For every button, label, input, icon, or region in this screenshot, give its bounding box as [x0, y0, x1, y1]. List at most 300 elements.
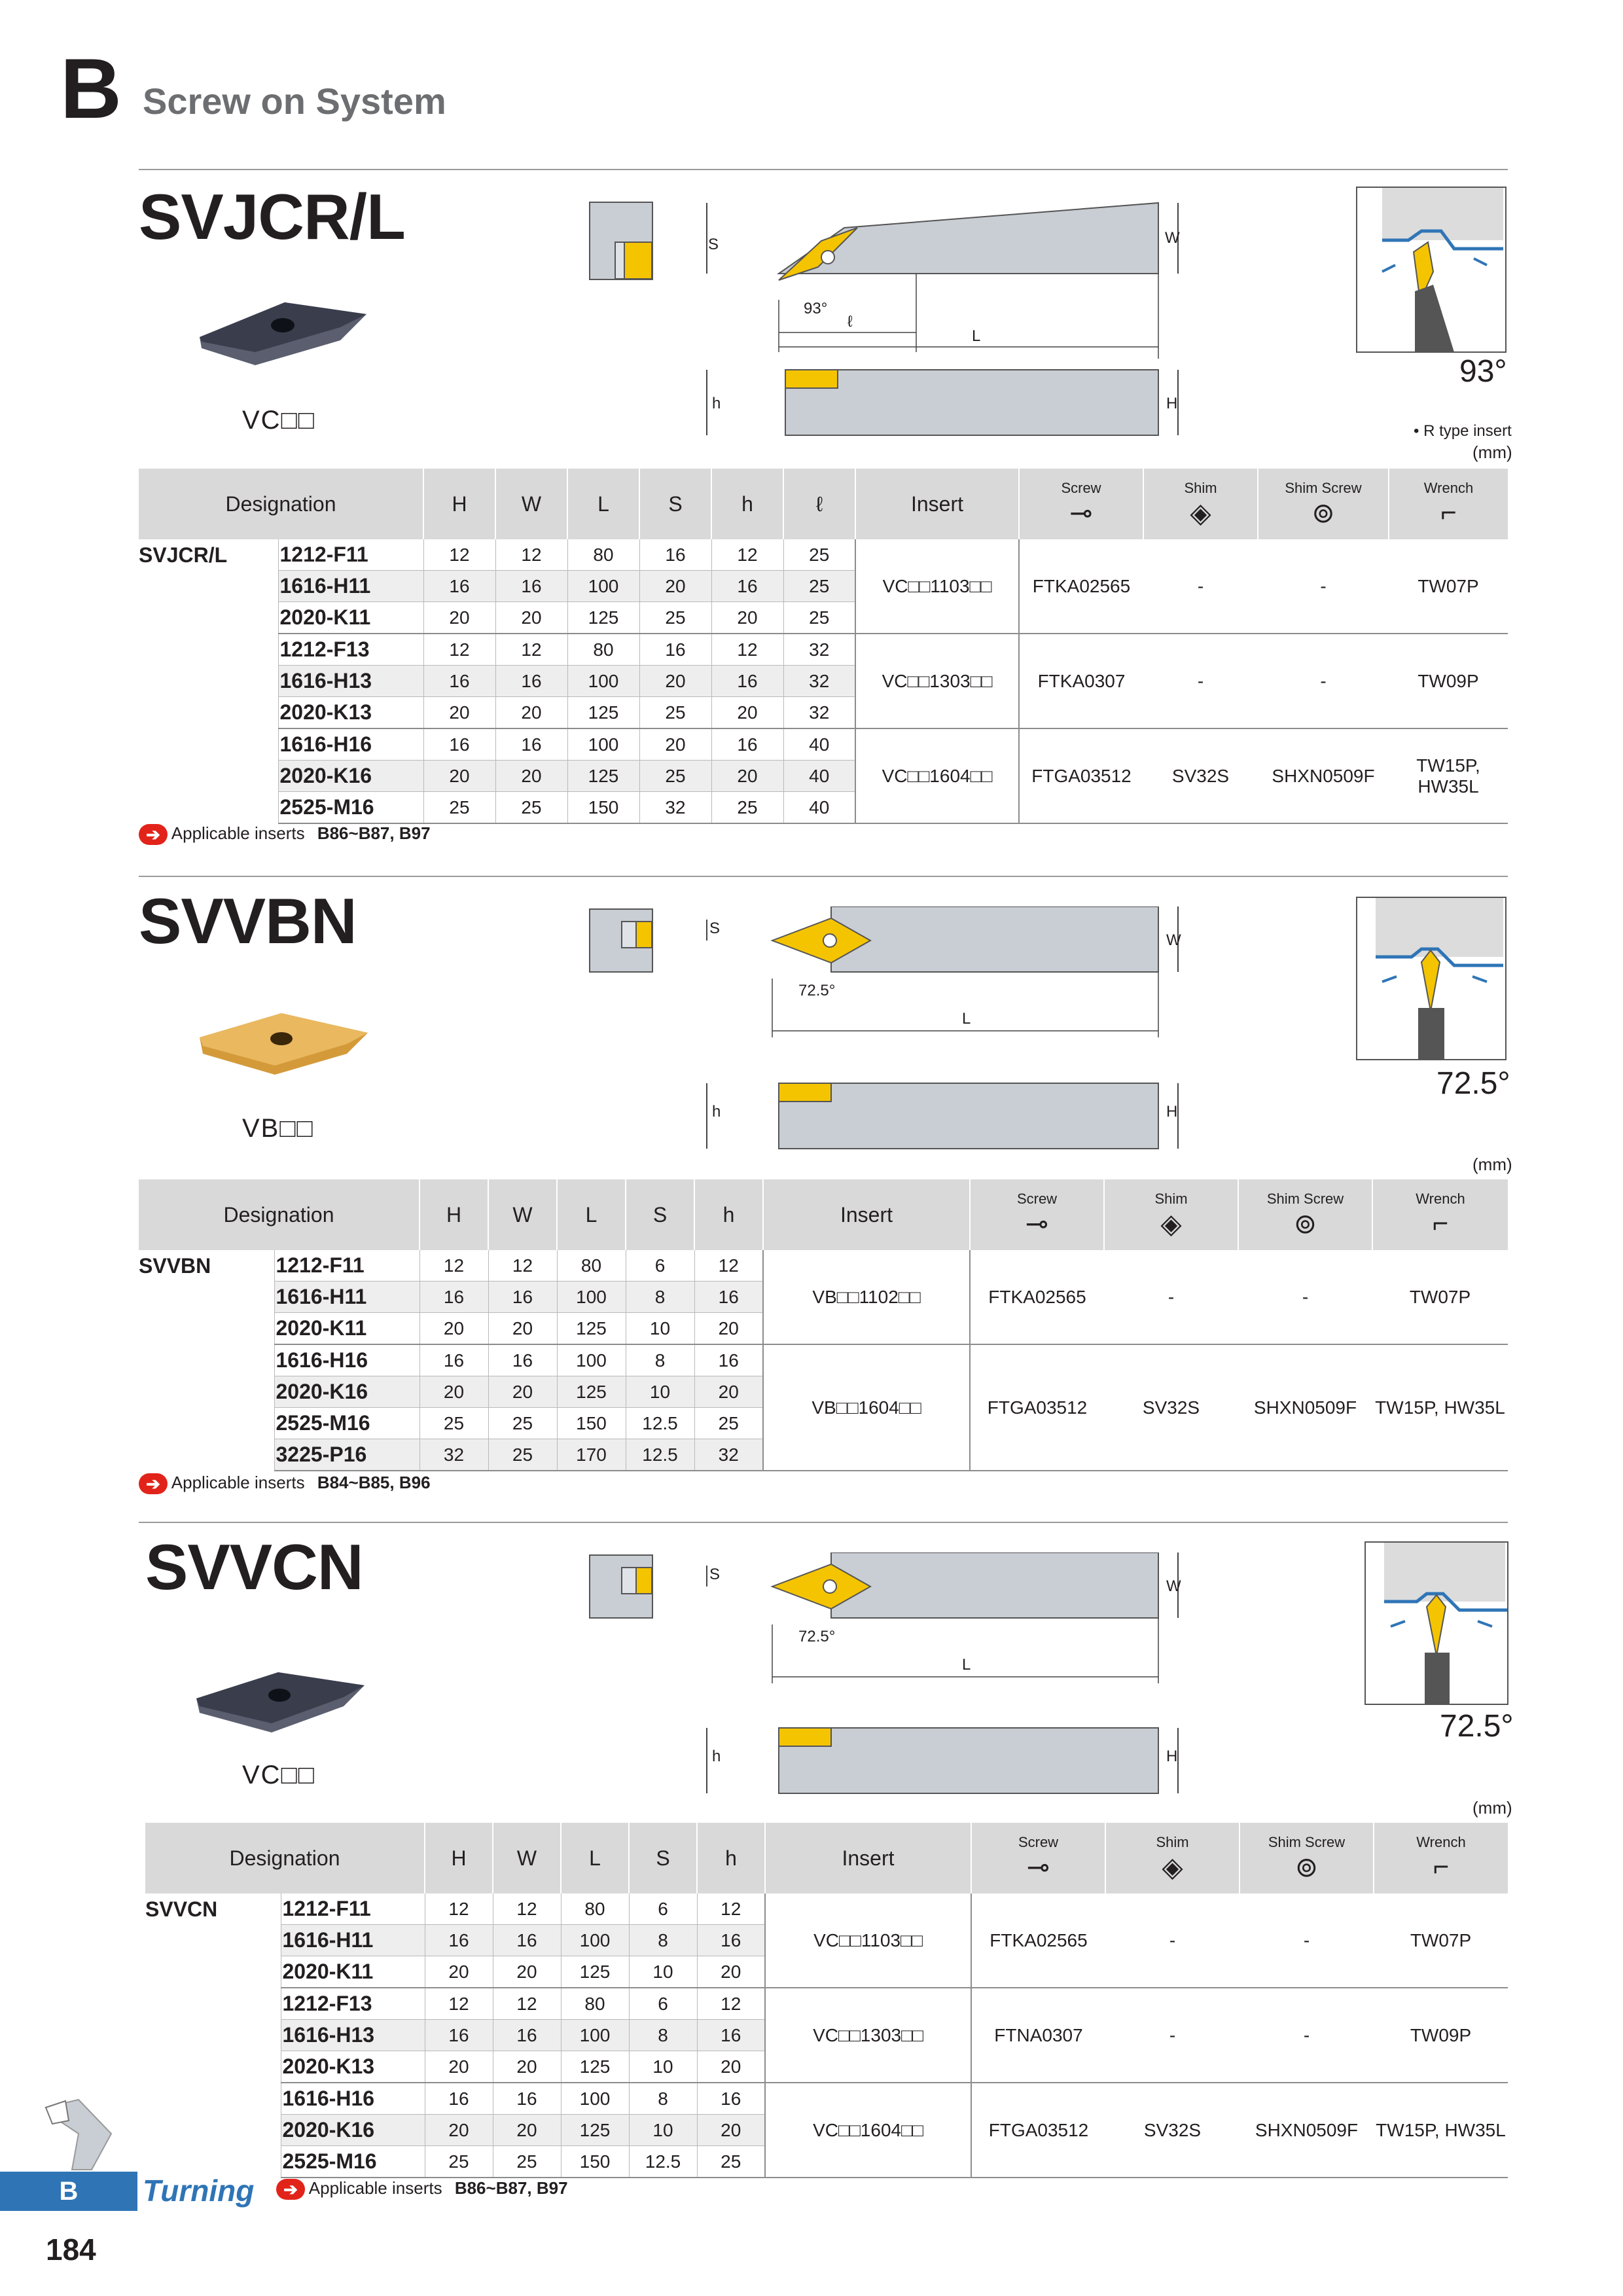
shim-icon: ◈ [1162, 1851, 1183, 1882]
dim-W: W [1166, 1577, 1181, 1595]
wrench-code: TW09P [1389, 634, 1508, 728]
col-insert: Insert [763, 1179, 970, 1250]
col-L: L [557, 1179, 626, 1250]
wrench-label: Wrench [1416, 1191, 1465, 1207]
shimscrew-code: SHXN0509F [1238, 1344, 1372, 1471]
value-S: 20 [639, 728, 711, 761]
value-W: 16 [488, 1344, 557, 1376]
dim-l: ℓ [847, 313, 853, 331]
applicable-pages: B84~B85, B96 [317, 1473, 431, 1492]
col-shim [1104, 1179, 1238, 1250]
dim-h: h [712, 1748, 721, 1765]
approach-diagram [1364, 1541, 1508, 1705]
dim-S: S [709, 920, 721, 937]
value-W: 20 [495, 602, 567, 634]
value-L: 100 [557, 1282, 626, 1313]
value-H: 20 [423, 602, 495, 634]
designation: 1212-F13 [281, 1988, 425, 2020]
value-W: 12 [493, 1893, 561, 1925]
screw-code: FTKA02565 [970, 1250, 1104, 1344]
value-W: 25 [488, 1439, 557, 1471]
value-h: 20 [711, 602, 783, 634]
col-L: L [567, 469, 639, 539]
value-W: 20 [488, 1376, 557, 1408]
designation: 3225-P16 [274, 1439, 419, 1471]
value-L: 80 [557, 1250, 626, 1282]
value-W: 12 [495, 634, 567, 666]
value-h: 20 [711, 697, 783, 729]
applicable-inserts[interactable] [139, 823, 431, 845]
value-L: 80 [561, 1988, 629, 2020]
screw-icon: ⊸ [1026, 1851, 1050, 1882]
insert-code: VC□□1103□□ [855, 539, 1019, 634]
value-W: 25 [495, 792, 567, 824]
insert-code: VB□□1102□□ [763, 1250, 970, 1344]
value-W: 16 [495, 571, 567, 602]
value-L: 100 [561, 2083, 629, 2115]
value-W: 16 [495, 666, 567, 697]
value-h: 12 [711, 634, 783, 666]
wrench-label: Wrench [1416, 1834, 1466, 1850]
col-screw [1019, 469, 1143, 539]
applicable-pages: B86~B87, B97 [454, 2178, 568, 2198]
designation: 2020-K11 [274, 1313, 419, 1345]
shimscrew-code: SHXN0509F [1258, 728, 1389, 823]
col-screw [970, 1179, 1104, 1250]
value-L: 125 [567, 761, 639, 792]
value-S: 25 [639, 761, 711, 792]
designation: 1616-H11 [278, 571, 423, 602]
model-name: SVJCR/L [139, 543, 228, 567]
value-H: 20 [419, 1376, 488, 1408]
value-S: 20 [639, 571, 711, 602]
col-shim [1105, 1823, 1240, 1893]
value-h: 25 [697, 2146, 765, 2178]
value-L: 125 [567, 602, 639, 634]
value-L: 100 [567, 571, 639, 602]
value-h: 16 [697, 1925, 765, 1956]
insert-label: VC□□ [242, 1761, 315, 1789]
applicable-label: Applicable inserts [171, 1473, 305, 1492]
insert-photo [193, 1666, 370, 1738]
insert-code: VC□□1604□□ [765, 2083, 971, 2178]
value-L: 100 [567, 728, 639, 761]
value-W: 12 [488, 1250, 557, 1282]
designation: 1616-H13 [281, 2020, 425, 2051]
col-h: h [694, 1179, 763, 1250]
col-shimscrew [1238, 1179, 1372, 1250]
holder-side-view [700, 1721, 1191, 1800]
value-S: 10 [629, 1956, 697, 1988]
shim-label: Shim [1154, 1190, 1188, 1207]
value-S: 10 [629, 2051, 697, 2083]
value-L: 150 [567, 792, 639, 824]
shimscrew-label: Shim Screw [1268, 1833, 1346, 1850]
shim-screw-icon: ⊚ [1311, 497, 1335, 528]
value-S: 25 [639, 697, 711, 729]
screw-code: FTKA0307 [1019, 634, 1143, 728]
shimscrew-code: SHXN0509F [1240, 2083, 1374, 2178]
shimscrew-code: - [1238, 1250, 1372, 1344]
value-S: 6 [626, 1250, 694, 1282]
value-H: 16 [419, 1344, 488, 1376]
value-h: 20 [697, 2051, 765, 2083]
value-L: 80 [567, 539, 639, 571]
value-W: 16 [495, 728, 567, 761]
value-W: 20 [495, 761, 567, 792]
dim-h: h [712, 395, 721, 412]
value-W: 16 [488, 1282, 557, 1313]
dim-L: L [972, 327, 981, 345]
value-l: 25 [783, 539, 855, 571]
shimscrew-code: - [1240, 1893, 1374, 1988]
value-h: 20 [694, 1313, 763, 1345]
designation: 2020-K13 [281, 2051, 425, 2083]
value-S: 12.5 [626, 1408, 694, 1439]
col-shim [1143, 469, 1258, 539]
value-l: 40 [783, 728, 855, 761]
value-S: 8 [629, 2020, 697, 2051]
designation: 1616-H11 [281, 1925, 425, 1956]
value-h: 20 [711, 761, 783, 792]
value-H: 12 [425, 1988, 493, 2020]
spec-table [145, 1823, 1508, 2178]
divider [139, 1522, 1508, 1523]
value-H: 16 [423, 728, 495, 761]
page-title: Screw on System [143, 81, 446, 122]
value-h: 20 [697, 2115, 765, 2146]
shimscrew-code: - [1258, 539, 1389, 634]
value-H: 20 [425, 2115, 493, 2146]
dim-L: L [962, 1656, 971, 1674]
value-h: 25 [694, 1408, 763, 1439]
designation: 1212-F13 [278, 634, 423, 666]
designation: 1212-F11 [281, 1893, 425, 1925]
value-H: 16 [419, 1282, 488, 1313]
value-H: 20 [419, 1313, 488, 1345]
value-W: 20 [488, 1313, 557, 1345]
screw-code: FTKA02565 [971, 1893, 1105, 1988]
value-W: 16 [493, 2020, 561, 2051]
value-H: 16 [425, 2083, 493, 2115]
col-S: S [626, 1179, 694, 1250]
col-H: H [423, 469, 495, 539]
product-title: SVJCR/L [139, 181, 405, 253]
arrow-icon: ➔ [276, 2179, 305, 2200]
dim-angle: 93° [804, 300, 828, 317]
shim-screw-icon: ⊚ [1293, 1208, 1317, 1239]
model-name: SVVBN [139, 1254, 211, 1278]
value-S: 10 [629, 2115, 697, 2146]
value-S: 8 [626, 1282, 694, 1313]
dim-H: H [1166, 1103, 1178, 1121]
unit-label: (mm) [1472, 1798, 1512, 1818]
wrench-code: TW07P [1374, 1893, 1508, 1988]
value-h: 32 [694, 1439, 763, 1471]
value-S: 12.5 [629, 2146, 697, 2178]
value-W: 12 [493, 1988, 561, 2020]
value-W: 20 [493, 1956, 561, 1988]
shim-code: SV32S [1143, 728, 1258, 823]
value-S: 12.5 [626, 1439, 694, 1471]
screw-code: FTGA03512 [970, 1344, 1104, 1471]
approach-diagram [1356, 187, 1507, 353]
dim-L: L [962, 1010, 971, 1028]
arrow-icon: ➔ [139, 1473, 168, 1494]
col-wrench [1374, 1823, 1508, 1893]
applicable-inserts[interactable] [139, 1473, 431, 1494]
col-insert: Insert [855, 469, 1019, 539]
col-L: L [561, 1823, 629, 1893]
turning-tool-icon [39, 2094, 118, 2173]
section-letter: B [60, 41, 122, 136]
shim-icon: ◈ [1160, 1208, 1182, 1239]
approach-angle: 72.5° [1436, 1066, 1510, 1101]
holder-end-view [589, 202, 654, 281]
value-H: 20 [423, 697, 495, 729]
approach-angle: 93° [1459, 354, 1507, 389]
applicable-inserts[interactable] [276, 2178, 568, 2200]
value-h: 20 [694, 1376, 763, 1408]
value-S: 6 [629, 1893, 697, 1925]
designation: 1616-H11 [274, 1282, 419, 1313]
insert-photo [196, 1008, 373, 1080]
col-W: W [488, 1179, 557, 1250]
screw-code: FTGA03512 [971, 2083, 1105, 2178]
shim-code: - [1104, 1250, 1238, 1344]
designation: 2525-M16 [278, 792, 423, 824]
value-H: 16 [423, 666, 495, 697]
designation: 1212-F11 [278, 539, 423, 571]
arrow-icon: ➔ [139, 824, 168, 845]
value-W: 16 [493, 2083, 561, 2115]
value-l: 25 [783, 602, 855, 634]
shim-screw-icon: ⊚ [1294, 1851, 1319, 1882]
applicable-label: Applicable inserts [171, 823, 305, 843]
dim-W: W [1166, 931, 1181, 949]
value-h: 12 [697, 1988, 765, 2020]
value-S: 6 [629, 1988, 697, 2020]
shim-icon: ◈ [1190, 497, 1211, 528]
col-S: S [639, 469, 711, 539]
wrench-code: TW15P, HW35L [1389, 728, 1508, 823]
designation: 2020-K13 [278, 697, 423, 729]
value-h: 16 [711, 571, 783, 602]
value-H: 25 [419, 1408, 488, 1439]
designation: 2020-K16 [274, 1376, 419, 1408]
insert-code: VC□□1103□□ [765, 1893, 971, 1988]
col-insert: Insert [765, 1823, 971, 1893]
wrench-code: TW15P, HW35L [1374, 2083, 1508, 2178]
value-L: 150 [557, 1408, 626, 1439]
value-H: 32 [419, 1439, 488, 1471]
value-S: 8 [626, 1344, 694, 1376]
value-H: 16 [425, 2020, 493, 2051]
col-designation: Designation [145, 1823, 425, 1893]
dim-angle: 72.5° [798, 982, 836, 999]
insert-code: VB□□1604□□ [763, 1344, 970, 1471]
shimscrew-code: - [1240, 1988, 1374, 2083]
value-L: 100 [561, 1925, 629, 1956]
screw-icon: ⊸ [1025, 1208, 1049, 1239]
value-l: 32 [783, 666, 855, 697]
value-h: 16 [694, 1282, 763, 1313]
value-l: 40 [783, 792, 855, 824]
value-l: 40 [783, 761, 855, 792]
value-W: 25 [488, 1408, 557, 1439]
col-h: h [697, 1823, 765, 1893]
unit-label: (mm) [1472, 442, 1512, 462]
value-S: 10 [626, 1376, 694, 1408]
value-H: 20 [423, 761, 495, 792]
value-L: 125 [561, 2051, 629, 2083]
value-S: 10 [626, 1313, 694, 1345]
value-S: 16 [639, 539, 711, 571]
col-designation: Designation [139, 469, 423, 539]
shim-code: SV32S [1104, 1344, 1238, 1471]
shimscrew-code: - [1258, 634, 1389, 728]
shim-code: - [1143, 539, 1258, 634]
holder-side-view [700, 363, 1191, 442]
value-L: 100 [557, 1344, 626, 1376]
col-shimscrew [1240, 1823, 1374, 1893]
value-h: 16 [697, 2020, 765, 2051]
model-name: SVVCN [145, 1897, 218, 1921]
wrench-code: TW07P [1389, 539, 1508, 634]
value-l: 25 [783, 571, 855, 602]
shim-code: - [1105, 1893, 1240, 1988]
value-h: 16 [711, 728, 783, 761]
value-h: 16 [697, 2083, 765, 2115]
screw-code: FTGA03512 [1019, 728, 1143, 823]
insert-code: VC□□1604□□ [855, 728, 1019, 823]
approach-diagram [1356, 897, 1507, 1060]
insert-label: VC□□ [242, 406, 315, 435]
col-S: S [629, 1823, 697, 1893]
section-tab[interactable]: B [0, 2172, 137, 2211]
divider [139, 169, 1508, 170]
applicable-label: Applicable inserts [308, 2178, 442, 2198]
value-h: 16 [711, 666, 783, 697]
unit-label: (mm) [1472, 1155, 1512, 1174]
designation: 1616-H13 [278, 666, 423, 697]
value-L: 80 [561, 1893, 629, 1925]
dim-H: H [1166, 1748, 1178, 1765]
insert-photo [196, 288, 373, 380]
insert-label: VB□□ [242, 1114, 314, 1143]
screw-label: Screw [1016, 1190, 1058, 1207]
value-W: 20 [493, 2115, 561, 2146]
screw-label: Screw [1018, 1833, 1059, 1850]
col-l: ℓ [783, 469, 855, 539]
col-W: W [495, 469, 567, 539]
approach-angle: 72.5° [1440, 1709, 1514, 1744]
value-W: 20 [495, 697, 567, 729]
shim-code: SV32S [1105, 2083, 1240, 2178]
section-name: Turning [143, 2174, 255, 2208]
value-h: 12 [711, 539, 783, 571]
value-S: 16 [639, 634, 711, 666]
designation: 1212-F11 [274, 1250, 419, 1282]
value-L: 170 [557, 1439, 626, 1471]
designation: 1616-H16 [281, 2083, 425, 2115]
value-h: 12 [694, 1250, 763, 1282]
page-number: 184 [46, 2233, 96, 2267]
value-S: 8 [629, 1925, 697, 1956]
shim-code: - [1105, 1988, 1240, 2083]
designation: 2020-K16 [278, 761, 423, 792]
dim-h: h [712, 1103, 721, 1121]
value-L: 125 [561, 1956, 629, 1988]
shimscrew-label: Shim Screw [1285, 479, 1362, 496]
value-S: 20 [639, 666, 711, 697]
col-H: H [419, 1179, 488, 1250]
wrench-icon: ⌐ [1440, 497, 1457, 528]
insert-code: VC□□1303□□ [855, 634, 1019, 728]
value-l: 32 [783, 634, 855, 666]
value-L: 150 [561, 2146, 629, 2178]
value-S: 25 [639, 602, 711, 634]
product-title: SVVBN [139, 885, 357, 957]
dim-angle: 72.5° [798, 1628, 836, 1645]
value-H: 16 [425, 1925, 493, 1956]
value-W: 16 [493, 1925, 561, 1956]
value-h: 20 [697, 1956, 765, 1988]
col-wrench [1372, 1179, 1508, 1250]
screw-code: FTNA0307 [971, 1988, 1105, 2083]
col-designation: Designation [139, 1179, 419, 1250]
applicable-pages: B86~B87, B97 [317, 823, 431, 843]
dim-S: S [709, 1566, 721, 1583]
designation: 2525-M16 [274, 1408, 419, 1439]
value-H: 16 [423, 571, 495, 602]
wrench-code: TW15P, HW35L [1372, 1344, 1508, 1471]
value-H: 25 [423, 792, 495, 824]
value-L: 100 [567, 666, 639, 697]
wrench-code: TW07P [1372, 1250, 1508, 1344]
spec-table [139, 469, 1508, 824]
value-H: 12 [419, 1250, 488, 1282]
value-L: 80 [567, 634, 639, 666]
col-H: H [425, 1823, 493, 1893]
wrench-icon: ⌐ [1433, 1851, 1450, 1882]
value-S: 8 [629, 2083, 697, 2115]
value-H: 12 [423, 634, 495, 666]
value-H: 20 [425, 2051, 493, 2083]
value-H: 12 [423, 539, 495, 571]
wrench-icon: ⌐ [1432, 1208, 1449, 1238]
wrench-label: Wrench [1423, 480, 1474, 496]
col-shimscrew [1258, 469, 1389, 539]
value-L: 100 [561, 2020, 629, 2051]
value-L: 125 [567, 697, 639, 729]
value-H: 12 [425, 1893, 493, 1925]
designation: 2525-M16 [281, 2146, 425, 2178]
dim-W: W [1165, 229, 1180, 247]
holder-end-view [589, 1554, 654, 1620]
value-H: 20 [425, 1956, 493, 1988]
value-L: 125 [557, 1313, 626, 1345]
shimscrew-label: Shim Screw [1266, 1190, 1344, 1207]
value-l: 32 [783, 697, 855, 729]
value-H: 25 [425, 2146, 493, 2178]
col-W: W [493, 1823, 561, 1893]
type-note: • R type insert [1414, 422, 1512, 440]
wrench-code: TW09P [1374, 1988, 1508, 2083]
shim-label: Shim [1156, 1833, 1189, 1850]
holder-side-view [700, 1077, 1191, 1155]
screw-code: FTKA02565 [1019, 539, 1143, 634]
